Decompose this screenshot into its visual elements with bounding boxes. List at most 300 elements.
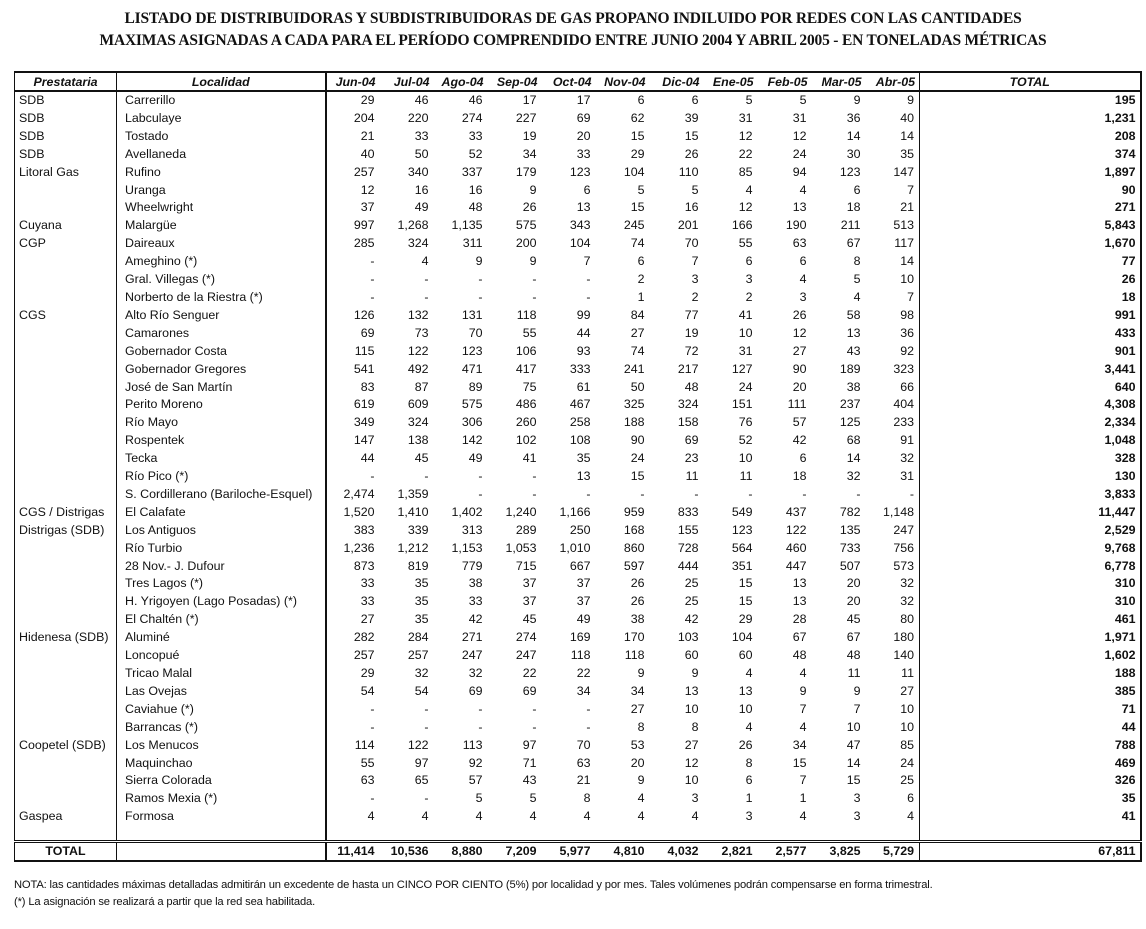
spacer-cell: [488, 826, 542, 842]
cell-month-value: 26: [792, 307, 807, 322]
cell-month-value: 97: [522, 737, 537, 752]
cell-month-value: 15: [738, 594, 753, 609]
cell-localidad: Loncopué: [117, 647, 326, 665]
cell-month-value: 260: [515, 415, 537, 430]
cell-month-value: 201: [677, 218, 699, 233]
cell-month-value: 4: [745, 666, 753, 680]
cell-month-value: 3: [799, 289, 807, 304]
cell-month-value: 135: [839, 522, 861, 537]
cell-prestataria: [15, 182, 117, 200]
cell-localidad: Los Menucos: [117, 737, 326, 755]
cell-month-value: 118: [570, 648, 591, 663]
cell-localidad: Ramos Mexia (*): [117, 790, 326, 808]
cell-month-value: 45: [414, 451, 429, 466]
header-month: Abr-05: [866, 72, 920, 91]
table-row: [15, 343, 1141, 361]
cell-month-value: 69: [360, 325, 375, 340]
table-row: [15, 790, 1141, 808]
cell-month-value: 84: [630, 307, 645, 322]
table-row: [15, 414, 1141, 432]
table-row: [15, 540, 1141, 558]
cell-month-value: 492: [407, 361, 429, 376]
cell-month-value: 9: [529, 254, 537, 269]
cell-month-value: 102: [515, 433, 537, 448]
cell-row-total: 77: [920, 253, 1141, 271]
table-row: [15, 468, 1141, 486]
cell-month-value: 16: [684, 200, 699, 215]
cell-month-value: 122: [407, 737, 429, 752]
cell-month-value: 1,166: [559, 504, 591, 519]
cell-month-value: 97: [414, 755, 429, 770]
cell-month-value: 204: [353, 110, 375, 125]
table-row: [15, 235, 1141, 253]
cell-row-total: 5,843: [920, 217, 1141, 235]
cell-prestataria: CGS: [15, 307, 117, 325]
cell-month-value: 138: [407, 433, 429, 448]
cell-localidad: Perito Moreno: [117, 396, 326, 414]
cell-month-value: 32: [414, 666, 429, 680]
cell-month-value: 513: [893, 218, 914, 233]
cell-row-total: 433: [920, 325, 1141, 343]
cell-month-value: 417: [515, 361, 537, 376]
cell-month-value: 140: [893, 648, 914, 663]
cell-month-value: 71: [522, 755, 537, 770]
table-row: [15, 164, 1141, 182]
cell-month-value: 4: [853, 289, 861, 304]
cell-month-value: 959: [623, 504, 645, 519]
cell-month-value: 3: [853, 809, 861, 824]
cell-month-value: 9: [529, 182, 537, 197]
spacer-cell: [117, 826, 326, 842]
cell-month-value: 404: [893, 397, 914, 412]
cell-month-value: 89: [468, 379, 483, 394]
cell-month-value: 17: [576, 93, 591, 107]
cell-month-value: 132: [407, 307, 429, 322]
cell-month-value: 90: [792, 361, 807, 376]
cell-month-value: 8: [691, 719, 699, 734]
total-month-value: 3,825: [812, 842, 866, 862]
cell-month-value: 6: [637, 93, 645, 107]
cell-month-value: 10: [738, 451, 753, 466]
cell-month-value: 33: [414, 128, 429, 143]
cell-month-value: 55: [522, 325, 537, 340]
cell-localidad: Los Antiguos: [117, 522, 326, 540]
table-row: [15, 450, 1141, 468]
cell-month-value: 20: [630, 755, 645, 770]
cell-month-value: -: [424, 791, 429, 806]
header-prestataria: Prestataria: [15, 72, 117, 91]
cell-localidad: Sierra Colorada: [117, 772, 326, 790]
cell-month-value: 41: [738, 307, 753, 322]
cell-month-value: 12: [684, 755, 699, 770]
cell-month-value: 247: [893, 522, 914, 537]
cell-month-value: 48: [846, 648, 861, 663]
cell-month-value: 53: [630, 737, 645, 752]
cell-month-value: 50: [414, 146, 429, 161]
cell-month-value: 27: [630, 325, 645, 340]
cell-month-value: 69: [576, 110, 591, 125]
cell-month-value: 6: [745, 773, 753, 788]
cell-month-value: 1,410: [397, 504, 429, 519]
cell-month-value: 20: [846, 594, 861, 609]
cell-month-value: 3: [691, 791, 699, 806]
cell-month-value: 62: [630, 110, 645, 125]
cell-month-value: 37: [360, 200, 375, 215]
cell-month-value: -: [478, 289, 483, 304]
cell-month-value: 282: [353, 630, 375, 645]
table-row: [15, 719, 1141, 737]
cell-month-value: 70: [576, 737, 591, 752]
table-row: [15, 665, 1141, 683]
cell-month-value: 257: [353, 164, 375, 179]
cell-month-value: 6: [799, 451, 807, 466]
cell-prestataria: [15, 665, 117, 683]
table-body: [15, 91, 1141, 842]
cell-row-total: 71: [920, 701, 1141, 719]
spacer-cell: [15, 826, 117, 842]
cell-month-value: 169: [569, 630, 591, 645]
cell-month-value: 104: [623, 164, 645, 179]
cell-month-value: 24: [900, 755, 914, 770]
cell-prestataria: Coopetel (SDB): [15, 737, 117, 755]
cell-month-value: 5: [475, 791, 483, 806]
cell-month-value: 5: [529, 791, 537, 806]
cell-prestataria: [15, 701, 117, 719]
cell-month-value: 103: [677, 630, 699, 645]
table-row: [15, 611, 1141, 629]
cell-month-value: 1,148: [882, 504, 914, 519]
cell-month-value: 728: [677, 540, 699, 555]
cell-month-value: 1,240: [505, 504, 537, 519]
cell-month-value: 33: [468, 128, 483, 143]
cell-month-value: 779: [461, 558, 483, 573]
cell-month-value: 25: [684, 594, 699, 609]
total-month-value: 11,414: [326, 842, 380, 862]
cell-month-value: 3: [745, 809, 753, 824]
total-localidad-empty: [117, 842, 326, 862]
cell-row-total: 1,048: [920, 432, 1141, 450]
cell-month-value: 324: [407, 415, 429, 430]
cell-month-value: 324: [677, 397, 699, 412]
cell-month-value: 115: [354, 343, 375, 358]
cell-prestataria: [15, 593, 117, 611]
cell-month-value: -: [586, 719, 591, 734]
cell-month-value: -: [802, 486, 807, 501]
cell-prestataria: [15, 755, 117, 773]
cell-month-value: 486: [515, 397, 537, 412]
cell-prestataria: Hidenesa (SDB): [15, 629, 117, 647]
cell-month-value: 90: [630, 433, 645, 448]
header-month: Oct-04: [542, 72, 596, 91]
cell-row-total: 41: [920, 808, 1141, 826]
cell-month-value: 715: [515, 558, 537, 573]
table-row: [15, 128, 1141, 146]
header-month: Dic-04: [650, 72, 704, 91]
cell-month-value: 85: [738, 164, 753, 179]
cell-month-value: 10: [900, 701, 914, 716]
cell-month-value: 31: [792, 110, 807, 125]
cell-month-value: 151: [731, 397, 753, 412]
cell-month-value: 190: [785, 218, 807, 233]
cell-month-value: 2: [691, 289, 699, 304]
cell-month-value: 99: [576, 307, 591, 322]
cell-month-value: 12: [738, 128, 753, 143]
cell-month-value: 131: [461, 307, 483, 322]
cell-month-value: -: [748, 486, 753, 501]
cell-month-value: 1,520: [343, 504, 375, 519]
cell-month-value: 667: [569, 558, 591, 573]
cell-prestataria: [15, 396, 117, 414]
spacer-cell: [704, 826, 758, 842]
spacer-cell: [920, 826, 1141, 842]
cell-prestataria: [15, 719, 117, 737]
cell-row-total: 1,971: [920, 629, 1141, 647]
cell-localidad: Carrerillo: [117, 91, 326, 110]
cell-month-value: 549: [731, 504, 753, 519]
table-row: [15, 361, 1141, 379]
cell-month-value: 313: [461, 522, 483, 537]
cell-month-value: 31: [738, 343, 753, 358]
cell-month-value: 44: [360, 451, 375, 466]
cell-month-value: 17: [522, 93, 537, 107]
cell-month-value: 4: [745, 182, 753, 197]
cell-month-value: 34: [630, 683, 645, 698]
cell-localidad: 28 Nov.- J. Dufour: [117, 558, 326, 576]
table-row: [15, 772, 1141, 790]
cell-prestataria: [15, 414, 117, 432]
cell-localidad: José de San Martín: [117, 379, 326, 397]
cell-month-value: 573: [893, 558, 914, 573]
cell-month-value: 507: [839, 558, 861, 573]
cell-month-value: 69: [522, 683, 537, 698]
cell-month-value: 40: [360, 146, 375, 161]
cell-row-total: 4,308: [920, 396, 1141, 414]
cell-month-value: 6: [637, 254, 645, 269]
table-row: [15, 701, 1141, 719]
cell-month-value: 61: [576, 379, 591, 394]
cell-row-total: 188: [920, 665, 1141, 683]
cell-month-value: 247: [515, 648, 537, 663]
spacer-cell: [758, 826, 812, 842]
cell-month-value: 38: [846, 379, 861, 394]
cell-month-value: 29: [360, 93, 375, 107]
cell-month-value: 14: [846, 128, 861, 143]
table-row: [15, 325, 1141, 343]
cell-month-value: 860: [623, 540, 645, 555]
total-month-value: 10,536: [380, 842, 434, 862]
cell-month-value: 32: [900, 451, 914, 466]
cell-localidad: Gobernador Gregores: [117, 361, 326, 379]
spacer-cell: [866, 826, 920, 842]
cell-month-value: 36: [900, 325, 914, 340]
cell-month-value: 15: [630, 128, 645, 143]
cell-prestataria: [15, 683, 117, 701]
cell-prestataria: [15, 271, 117, 289]
cell-prestataria: [15, 540, 117, 558]
cell-month-value: 12: [792, 325, 807, 340]
allocation-table: [14, 71, 1142, 862]
cell-month-value: -: [478, 272, 483, 287]
cell-month-value: 274: [461, 110, 483, 125]
cell-month-value: 69: [684, 433, 699, 448]
cell-prestataria: [15, 199, 117, 217]
cell-row-total: 326: [920, 772, 1141, 790]
cell-month-value: 4: [637, 791, 645, 806]
cell-month-value: 9: [907, 93, 914, 107]
cell-month-value: 34: [576, 683, 591, 698]
cell-month-value: -: [370, 254, 375, 269]
cell-month-value: 92: [468, 755, 483, 770]
cell-month-value: 45: [522, 612, 537, 627]
cell-month-value: 142: [461, 433, 483, 448]
cell-month-value: -: [909, 486, 914, 501]
cell-month-value: 43: [522, 773, 537, 788]
cell-month-value: 50: [630, 379, 645, 394]
cell-row-total: 310: [920, 593, 1141, 611]
spacer-cell: [380, 826, 434, 842]
cell-month-value: 3: [691, 272, 699, 287]
spacer-row: [15, 826, 1141, 842]
cell-month-value: -: [586, 701, 591, 716]
cell-month-value: -: [532, 701, 537, 716]
cell-month-value: 104: [569, 236, 591, 251]
cell-month-value: 19: [684, 325, 699, 340]
table-row: [15, 432, 1141, 450]
table-row: [15, 271, 1141, 289]
table-row: [15, 91, 1141, 110]
cell-month-value: 68: [846, 433, 861, 448]
cell-month-value: 6: [907, 791, 914, 806]
cell-month-value: 4: [637, 809, 645, 824]
table-row: [15, 289, 1141, 307]
cell-prestataria: [15, 361, 117, 379]
total-month-value: 2,821: [704, 842, 758, 862]
cell-localidad: Tostado: [117, 128, 326, 146]
cell-prestataria: Litoral Gas: [15, 164, 117, 182]
cell-month-value: 123: [839, 164, 861, 179]
cell-month-value: 67: [846, 630, 861, 645]
cell-month-value: 5: [691, 182, 699, 197]
cell-month-value: 4: [799, 719, 807, 734]
cell-month-value: -: [478, 469, 483, 484]
cell-localidad: Gobernador Costa: [117, 343, 326, 361]
cell-month-value: 48: [468, 200, 483, 215]
cell-month-value: 63: [792, 236, 807, 251]
cell-month-value: 4: [583, 809, 591, 824]
cell-month-value: 43: [846, 343, 861, 358]
cell-month-value: 11: [847, 666, 861, 680]
cell-month-value: 383: [353, 522, 375, 537]
table-row: [15, 683, 1141, 701]
cell-month-value: 52: [468, 146, 483, 161]
cell-prestataria: SDB: [15, 91, 117, 110]
cell-prestataria: SDB: [15, 110, 117, 128]
cell-month-value: 21: [360, 128, 375, 143]
cell-month-value: 460: [785, 540, 807, 555]
cell-month-value: 37: [576, 594, 591, 609]
table-row: [15, 558, 1141, 576]
cell-row-total: 90: [920, 182, 1141, 200]
cell-month-value: 122: [407, 343, 429, 358]
cell-row-total: 1,897: [920, 164, 1141, 182]
cell-localidad: Alto Río Senguer: [117, 307, 326, 325]
cell-month-value: 14: [900, 254, 914, 269]
cell-prestataria: [15, 253, 117, 271]
cell-month-value: 1,268: [397, 218, 429, 233]
cell-prestataria: [15, 450, 117, 468]
spacer-cell: [542, 826, 596, 842]
cell-prestataria: SDB: [15, 128, 117, 146]
cell-month-value: 24: [738, 379, 753, 394]
total-month-value: 5,729: [866, 842, 920, 862]
cell-month-value: 444: [677, 558, 699, 573]
cell-month-value: 32: [846, 469, 861, 484]
table-row: [15, 199, 1141, 217]
cell-row-total: 991: [920, 307, 1141, 325]
cell-month-value: 7: [799, 773, 807, 788]
cell-month-value: 63: [360, 773, 375, 788]
cell-month-value: 15: [630, 200, 645, 215]
header-month: Ene-05: [704, 72, 758, 91]
cell-month-value: 833: [677, 504, 699, 519]
cell-localidad: Río Pico (*): [117, 468, 326, 486]
cell-prestataria: [15, 647, 117, 665]
cell-month-value: 619: [353, 397, 375, 412]
cell-month-value: 29: [738, 612, 753, 627]
total-month-value: 4,032: [650, 842, 704, 862]
cell-month-value: 69: [468, 683, 483, 698]
cell-month-value: -: [586, 289, 591, 304]
header-month: Nov-04: [596, 72, 650, 91]
cell-month-value: 18: [792, 469, 807, 484]
total-month-value: 4,810: [596, 842, 650, 862]
cell-month-value: 42: [792, 433, 807, 448]
cell-month-value: 4: [907, 809, 914, 824]
cell-localidad: Malargüe: [117, 217, 326, 235]
cell-month-value: 351: [731, 558, 753, 573]
cell-month-value: 32: [468, 666, 483, 680]
cell-month-value: 29: [630, 146, 645, 161]
cell-month-value: 74: [630, 236, 645, 251]
cell-month-value: 2,474: [343, 486, 375, 501]
cell-month-value: 575: [515, 218, 537, 233]
cell-month-value: 4: [799, 666, 807, 680]
cell-month-value: 1,010: [559, 540, 591, 555]
note-tolerance: NOTA: las cantidades máximas detalladas admitirán un excedente de hasta un CINCO POR CIENTO (5%) por localidad y por mes. Tales volúmenes podrán compensarse en forma trimestral.: [14, 879, 933, 891]
cell-month-value: -: [532, 272, 537, 287]
cell-month-value: 1,359: [397, 486, 429, 501]
cell-row-total: 208: [920, 128, 1141, 146]
cell-row-total: 310: [920, 575, 1141, 593]
cell-month-value: 113: [462, 737, 483, 752]
cell-month-value: 343: [569, 218, 591, 233]
cell-month-value: 72: [684, 343, 699, 358]
cell-month-value: 4: [799, 272, 807, 287]
cell-month-value: 45: [846, 612, 861, 627]
cell-month-value: 41: [522, 451, 537, 466]
cell-month-value: -: [424, 701, 429, 716]
cell-localidad: Tricao Malal: [117, 665, 326, 683]
cell-month-value: 211: [840, 218, 861, 233]
cell-month-value: 233: [893, 415, 914, 430]
cell-month-value: 26: [684, 146, 699, 161]
cell-month-value: 58: [846, 307, 861, 322]
cell-row-total: 385: [920, 683, 1141, 701]
table-row: [15, 575, 1141, 593]
cell-prestataria: [15, 343, 117, 361]
cell-month-value: 179: [515, 164, 537, 179]
cell-row-total: 1,602: [920, 647, 1141, 665]
